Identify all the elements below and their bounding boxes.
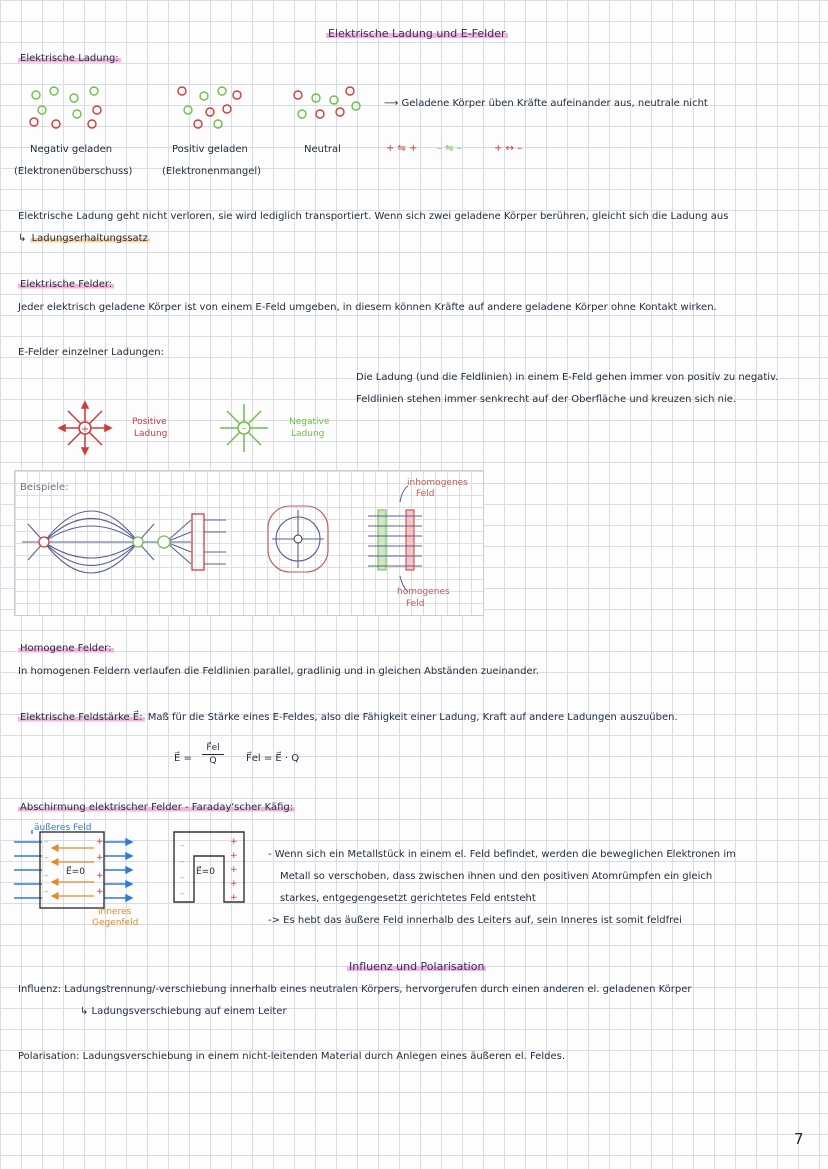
abschirmung-bullet2: -> Es hebt das äußere Feld innerhalb des Leiters auf, sein Inneres ist somit feldfrei — [268, 915, 682, 926]
page-title: Elektrische Ladung und E-Felder — [328, 27, 506, 40]
section-heading-abschirmung: Abschirmung elektrischer Felder - Faraday'scher Käfig: — [20, 802, 294, 813]
force-pos-pos: + ⇋ + — [386, 143, 418, 154]
svg-text:+: + — [96, 871, 104, 881]
section-heading-homogen: Homogene Felder: — [20, 643, 112, 654]
svg-text:–: – — [241, 423, 247, 434]
svg-text:+: + — [230, 893, 238, 903]
arrow-statement: ⟶ Geladene Körper üben Kräfte aufeinander aus, neutrale nicht — [384, 98, 708, 109]
homogen-text: In homogenen Feldern verlaufen die Feldlinien parallel, gradlinig und in gleichen Abständen zueinander. — [18, 666, 540, 677]
formula-fraction — [202, 742, 224, 767]
charge-plate-field — [166, 520, 226, 564]
section-heading-ladung: Elektrische Ladung: — [20, 53, 119, 64]
svg-text:–: – — [180, 873, 185, 883]
svg-text:–: – — [180, 841, 185, 851]
svg-text:+: + — [230, 879, 238, 889]
svg-text:–: – — [180, 889, 185, 899]
formula-denominator: Q — [209, 756, 217, 766]
einzeln-heading: E-Felder einzelner Ladungen: — [18, 347, 165, 358]
positive-cluster — [178, 87, 241, 128]
section-heading-influenz: Influenz und Polarisation — [349, 960, 485, 973]
feldstaerke-line: Elektrische Feldstärke E⃗: Maß für die Stärke eines E-Feldes, also die Fähigkeit einer Ladung, Kraft auf andere Ladungen auszuüben. — [20, 712, 678, 723]
formula-e: E⃗ = — [174, 753, 192, 764]
inhom-label-1: inhomogenes — [407, 478, 468, 488]
ladung-line1: Elektrische Ladung geht nicht verloren, sie wird lediglich transportiert. Wenn sich zwei geladene Körper berühren, gleicht sich die Ladung aus — [18, 211, 729, 222]
force-pos-neg: + ↔ – — [494, 143, 523, 154]
neutral-cluster — [294, 87, 360, 118]
label-negative: Negativ geladen — [30, 144, 113, 155]
svg-text:+: + — [96, 837, 104, 847]
cage-e0-label: E⃗=0 — [66, 867, 85, 877]
svg-text:–: – — [44, 837, 49, 847]
label-positive-sub: (Elektronenmangel) — [162, 166, 262, 177]
capacitor-field — [368, 486, 422, 592]
positive-label-2: Ladung — [134, 429, 168, 439]
svg-text:–: – — [44, 871, 49, 881]
svg-text:+: + — [230, 837, 238, 847]
abschirmung-bullet1-line2: Metall so verschoben, dass zwischen ihnen und den positiven Atomrümpfen ein gleich — [280, 871, 713, 882]
formula-force: F⃗el = E⃗ · Q — [246, 753, 300, 764]
negative-charge-field-icon — [216, 400, 272, 456]
ladung-line2: ↳ Ladungserhaltungssatz — [18, 233, 148, 244]
hom-label-2: Feld — [406, 599, 425, 609]
outer-field-label: äußeres Feld — [34, 823, 92, 833]
svg-text:–: – — [44, 853, 49, 863]
svg-text:+: + — [96, 887, 104, 897]
label-neutral: Neutral — [304, 144, 341, 155]
svg-text:+: + — [230, 865, 238, 875]
section-heading-felder: Elektrische Felder: — [20, 279, 113, 290]
inner-field-label-2: Gegenfeld — [92, 918, 139, 928]
force-neg-neg: – ⇋ – — [437, 143, 462, 154]
negative-label-2: Ladung — [291, 429, 325, 439]
svg-text:+: + — [80, 424, 90, 435]
polarisation-line: Polarisation: Ladungsverschiebung in einem nicht-leitenden Material durch Anlegen eines äußeren el. Feldes. — [18, 1051, 566, 1062]
influenz-sub: ↳ Ladungsverschiebung auf einem Leiter — [80, 1006, 287, 1017]
label-positive: Positiv geladen — [172, 144, 248, 155]
felder-note-1: Die Ladung (und die Feldlinien) in einem E-Feld gehen immer von positiv zu negativ. — [356, 372, 779, 383]
u-e0-label: E⃗=0 — [196, 867, 215, 877]
charge-clusters-figure — [22, 82, 382, 140]
hom-label-1: homogenes — [397, 587, 450, 597]
positive-label-1: Positive — [132, 417, 167, 427]
svg-text:–: – — [180, 857, 185, 867]
abschirmung-bullet1-line3: starkes, entgegengesetzt gerichtetes Feld entsteht — [280, 893, 536, 904]
svg-text:+: + — [96, 853, 104, 863]
beispiele-label: Beispiele: — [20, 482, 69, 493]
inner-field-label-1: inneres — [98, 907, 132, 917]
label-negative-sub: (Elektronenüberschuss) — [14, 166, 133, 177]
influenz-line: Influenz: Ladungstrennung/-verschiebung innerhalb eines neutralen Körpers, hervorgerufen durch einen anderen el. geladenen Körper — [18, 984, 692, 995]
felder-text: Jeder elektrisch geladene Körper ist von einem E-Feld umgeben, in diesem können Kräfte auf andere geladene Körper ohne Kontakt wirken. — [18, 302, 717, 313]
negative-cluster — [30, 87, 101, 128]
formula-numerator: F⃗el — [202, 742, 224, 755]
faraday-cage-figure — [14, 830, 254, 930]
page-number: 7 — [794, 1130, 804, 1148]
svg-text:–: – — [44, 887, 49, 897]
svg-text:+: + — [230, 851, 238, 861]
positive-charge-field-icon — [55, 400, 115, 456]
felder-note-2: Feldlinien stehen immer senkrecht auf der Oberfläche und kreuzen sich nie. — [356, 394, 737, 405]
abschirmung-bullet1-line1: - Wenn sich ein Metallstück in einem el. Feld befindet, werden die beweglichen Elektronen im — [268, 849, 736, 860]
negative-label-1: Negative — [289, 417, 330, 427]
inhom-label-2: Feld — [416, 489, 435, 499]
